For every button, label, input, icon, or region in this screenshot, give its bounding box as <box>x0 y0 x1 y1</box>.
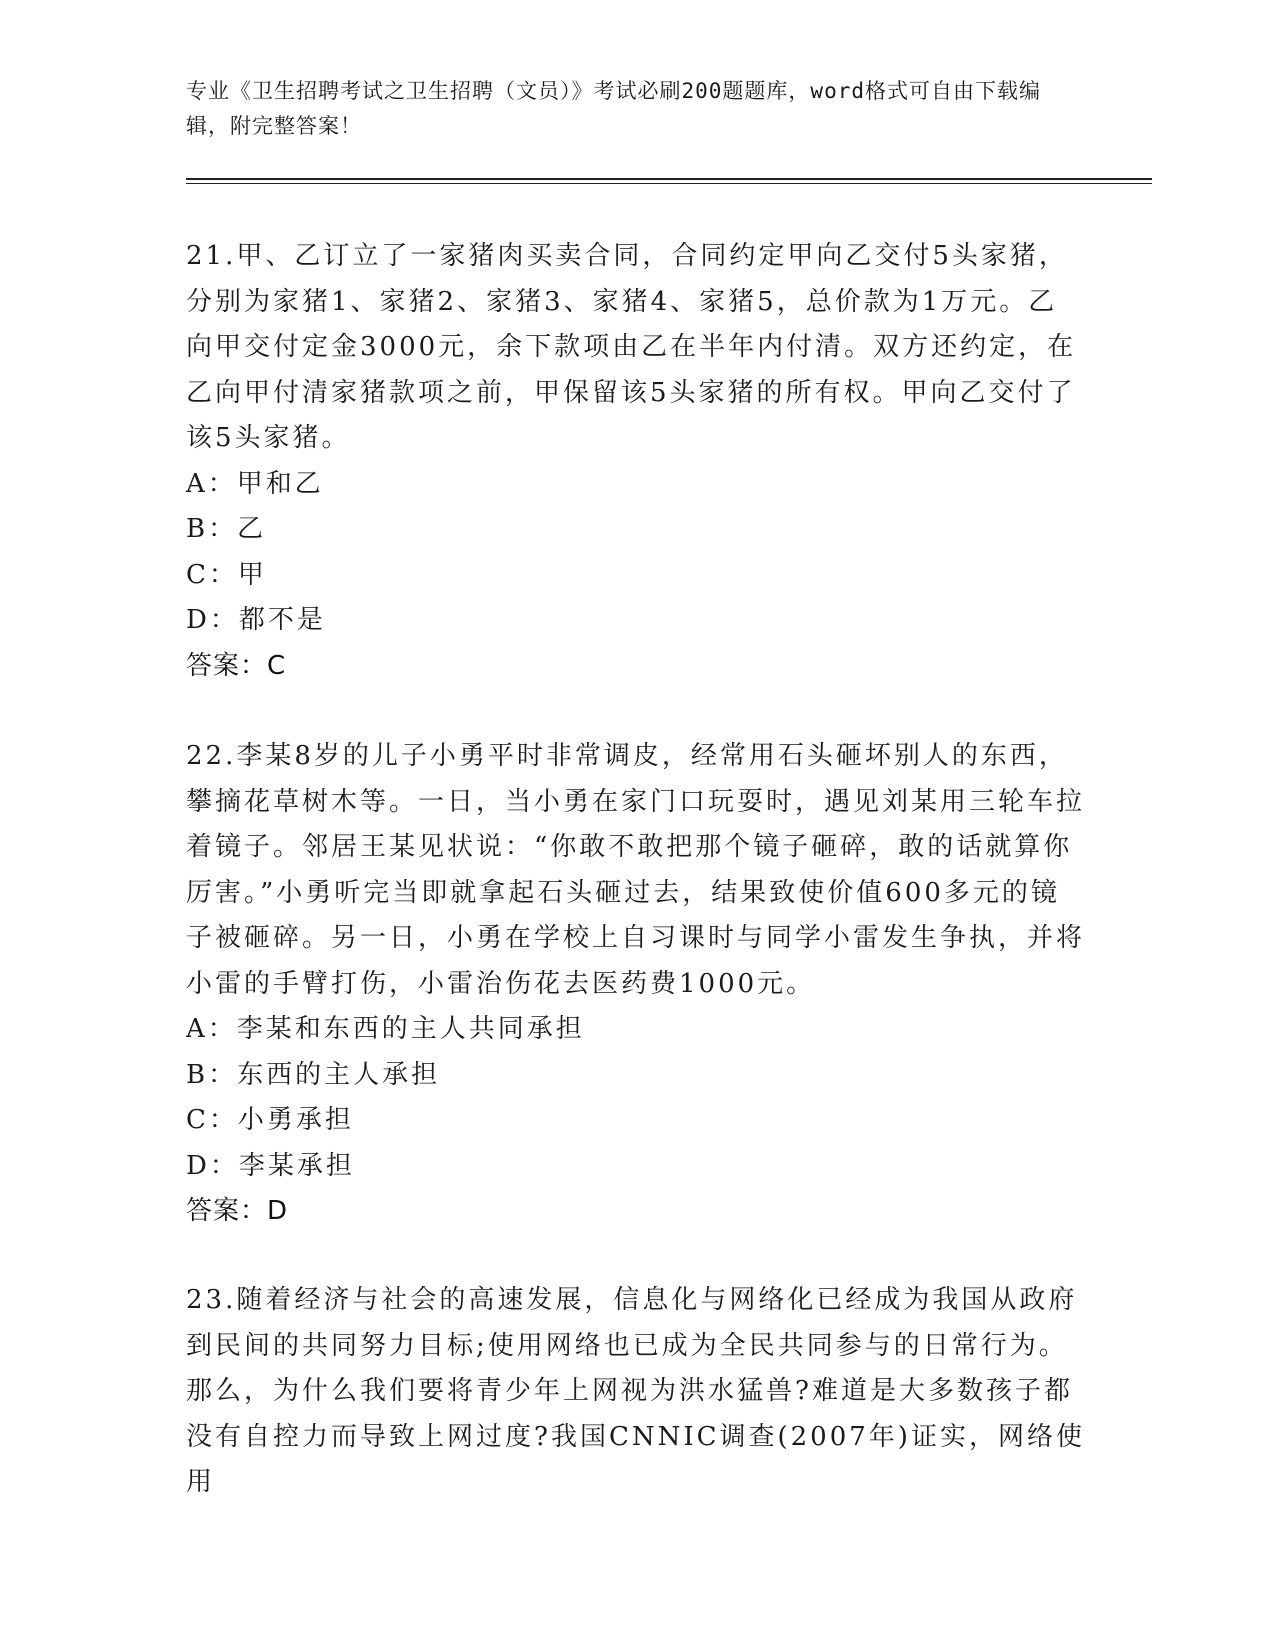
header-divider <box>186 178 1152 180</box>
option-d: D：李某承担 <box>186 1150 355 1181</box>
question-23 <box>186 1278 1086 1506</box>
answer-line: 答案：C <box>186 650 287 681</box>
question-22 <box>186 734 1086 1235</box>
document-header: 专业《卫生招聘考试之卫生招聘（文员）》考试必刷200题题库，word格式可自由下载编辑，附完整答案！ <box>186 79 1041 138</box>
option-c: C：甲 <box>186 559 267 590</box>
question-stem: 23.随着经济与社会的高速发展，信息化与网络化已经成为我国从政府到民间的共同努力目标;使用网络也已成为全民共同参与的日常行为。那么，为什么我们要将青少年上网视为洪水猛兽?难道是大多数孩子都没有自控力而导致上网过度?我国CNNIC调查(2007年)证实，网络使用 <box>186 1285 1085 1497</box>
option-b: B：乙 <box>186 514 267 544</box>
option-a: A：甲和乙 <box>186 468 324 499</box>
question-stem: 21.甲、乙订立了一家猪肉买卖合同，合同约定甲向乙交付5头家猪，分别为家猪1、家猪2、家猪3、家猪4、家猪5，总价款为1万元。乙向甲交付定金3000元，余下款项由乙在半年内付清。双方还约定，在乙向甲付清家猪款项之前，甲保留该5头家猪的所有权。甲向乙交付了该5头家猪。 <box>186 241 1077 453</box>
question-stem: 22.李某8岁的儿子小勇平时非常调皮，经常用石头砸坏别人的东西，攀摘花草树木等。一日，当小勇在家门口玩耍时，遇见刘某用三轮车拉着镜子。邻居王某见状说：“你敢不敢把那个镜子砸碎，敢的话就算你厉害。”小勇听完当即就拿起石头砸过去，结果致使价值600多元的镜子被砸碎。另一日，小勇在学校上自习课时与同学小雷发生争执，并将小雷的手臂打伤，小雷治伤花去医药费1000元。 <box>186 741 1086 999</box>
option-d: D：都不是 <box>186 605 326 635</box>
question-21 <box>186 234 1086 689</box>
answer-line: 答案：D <box>186 1196 289 1226</box>
option-b: B：东西的主人承担 <box>186 1059 441 1090</box>
header-divider-thin <box>186 183 1152 184</box>
option-c: C：小勇承担 <box>186 1105 354 1135</box>
option-a: A：李某和东西的主人共同承担 <box>186 1014 585 1044</box>
